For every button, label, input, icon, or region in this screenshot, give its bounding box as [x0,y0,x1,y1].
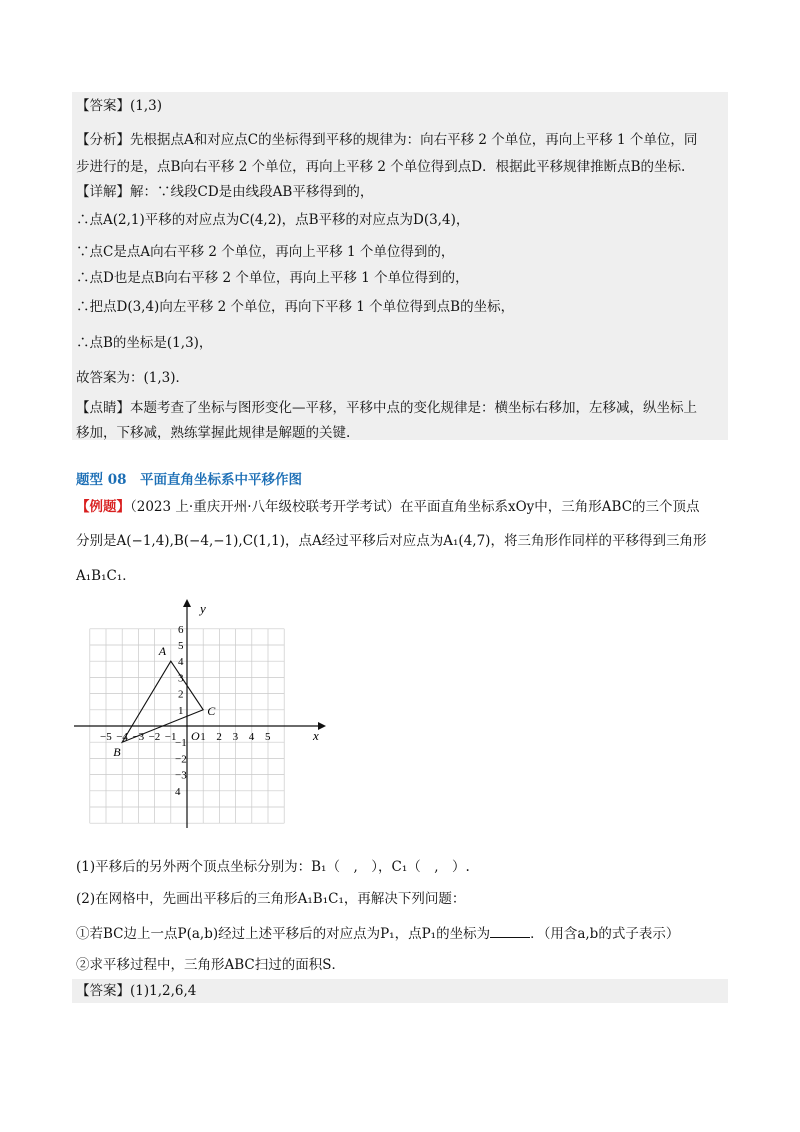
y-tick-label: −2 [175,753,187,766]
example-line-2: 分别是A(−1,4),B(−4,−1),C(1,1)，点A经过平移后对应点为A₁(4,7)，将三角形作同样的平移得到三角形 [76,533,707,549]
answer-blank [490,925,530,938]
example-tag: 【例题】 [76,499,130,515]
y-tick-label: 4 [178,656,184,669]
question-2a-tail: ．（用含a,b的式子表示） [530,926,680,942]
question-2a [76,924,679,944]
comment-line-1: 【点睛】本题考查了坐标与图形变化—平移，平移中点的变化规律是：横坐标右移加，左移减，纵坐标上 [76,400,697,416]
y-tick-label: 3 [178,672,184,685]
y-tick-label: −3 [175,769,187,782]
analysis-line-2: 步进行的是，点B向右平移 2 个单位，再向上平移 2 个单位得到点D．根据此平移规律推断点B的坐标. [76,159,686,175]
x-tick-label: −5 [100,731,112,743]
example-line-1 [76,497,700,517]
y-axis-arrow [183,599,191,607]
detail-step-5: ∴点B的坐标是(1,3)， [76,335,213,351]
x-tick-label: −3 [132,731,145,743]
detail-step-3: ∴点D也是点B向右平移 2 个单位，再向上平移 1 个单位得到的， [76,270,469,286]
x-tick-label: 3 [232,731,239,743]
y-tick-label: 6 [178,623,184,636]
answer-line: 【答案】(1,3) [76,98,163,114]
coordinate-graph [60,595,340,835]
x-tick-label: 2 [216,731,222,743]
point-label-a: A [158,644,167,659]
y-tick-labels [175,624,187,798]
detail-step-1: ∴点A(2,1)平移的对应点为C(4,2)，点B平移的对应点为D(3,4)， [76,212,470,228]
y-tick-label: −1 [175,737,187,750]
x-tick-label: −4 [116,731,128,743]
comment-line-2: 移加，下移减，熟练掌握此规律是解题的关键. [76,425,351,441]
point-label-c: C [207,703,216,718]
x-tick-label: −2 [148,731,161,743]
x-axis-label: x [313,728,319,743]
y-axis-label: y [200,601,206,616]
question-2: (2)在网格中，先画出平移后的三角形A₁B₁C₁，再解决下列问题： [76,891,466,907]
x-axis-arrow [318,722,326,730]
x-tick-label: 4 [248,731,255,743]
final-answer: 故答案为：(1,3)． [76,370,190,386]
y-tick-label: 5 [178,640,184,652]
question-1: (1)平移后的另外两个顶点坐标分别为：B₁（ , ），C₁（ , ）. [76,859,470,875]
x-tick-label: 1 [200,731,206,743]
x-tick-label: −1 [164,731,177,743]
y-tick-label: 1 [178,704,184,717]
point-label-b: B [113,745,121,760]
question-2b: ②求平移过程中，三角形ABC扫过的面积S． [76,957,345,973]
analysis-line-1: 【分析】先根据点A和对应点C的坐标得到平移的规律为：向右平移 2 个单位，再向上平移 1 个单位，同 [76,132,698,148]
x-tick-label: 5 [265,731,271,743]
detail-step-4: ∴把点D(3,4)向左平移 2 个单位，再向下平移 1 个单位得到点B的坐标， [76,299,515,315]
detail-line: 【详解】解：∵线段CD是由线段AB平移得到的， [76,184,374,200]
origin-label: O [191,729,200,743]
y-tick-label: 2 [178,688,184,701]
answer-line-2: 【答案】(1)1,2,6,4 [76,983,197,999]
y-tick-label: 4 [175,785,181,798]
detail-step-2: ∵点C是点A向右平移 2 个单位，再向上平移 1 个单位得到的， [76,244,455,260]
section-heading: 题型 08 平面直角坐标系中平移作图 [76,472,302,488]
example-text-1: （2023 上·重庆开州·八年级校联考开学考试）在平面直角坐标系xOy中，三角形ABC的三个顶点 [130,499,700,515]
example-line-3: A₁B₁C₁． [76,568,136,584]
question-2a-text: ①若BC边上一点P(a,b)经过上述平移后的对应点为P₁，点P₁的坐标为 [76,926,491,942]
